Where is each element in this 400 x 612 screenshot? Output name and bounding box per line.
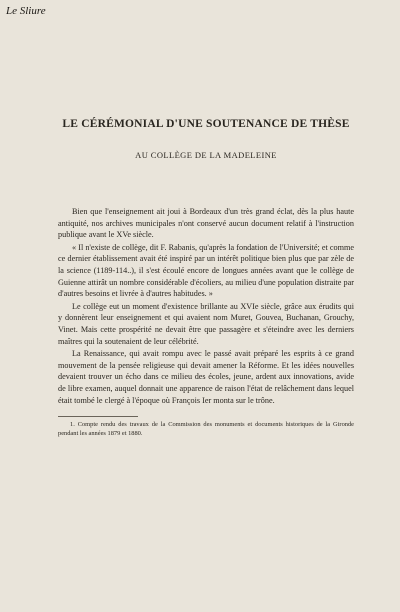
document-body xyxy=(58,206,354,406)
document-page xyxy=(58,100,354,438)
paragraph: « Il n'existe de collège, dit F. Rabanis, qu'après la fondation de l'Université; et comme ce dernier établissement avait été inspiré par un intérêt politique bien plus que par zèle de la science (1189-114..), il s'est écoulé encore de longues années avant que le collège de Guienne attirât un nombre considérable d'écoliers, au milieu d'une population distraite par d'autres besoins et livrée à d'autres habitudes. » xyxy=(58,242,354,299)
page-title: LE CÉRÉMONIAL D'UNE SOUTENANCE DE THÈSE xyxy=(62,118,350,130)
paragraph: La Renaissance, qui avait rompu avec le passé avait préparé les esprits à ce grand mouvement de la pensée religieuse qui devait amener la Réforme. Et les idées nouvelles devaient trouver un écho dans ce milieu des écoles, jeune, ardent aux innovations, avide de libre examen, auquel donnait une apparence de raison l'état de relâchement dans lequel était tombé le clergé à l'époque où François Ier monta sur le trône. xyxy=(58,349,354,405)
corner-mark: Le Sliure xyxy=(6,5,46,17)
footnote: 1. Compte rendu des travaux de la Commission des monuments et documents historiques de la Gironde pendant les années 1879 et 1880. xyxy=(58,421,354,437)
paragraph: Bien que l'enseignement ait joui à Bordeaux d'un très grand éclat, dès la plus haute antiquité, nos archives municipales n'ont conservé aucun document relatif à l'instruction publique avant le XVe siècle. xyxy=(58,207,354,240)
page-subtitle: AU COLLÈGE DE LA MADELEINE xyxy=(135,150,277,160)
footnote-divider xyxy=(58,416,138,417)
paragraph: Le collège eut un moment d'existence brillante au XVIe siècle, grâce aux érudits qui y donnèrent leur enseignement et qui avaient nom Muret, Gouvea, Buchanan, Grouchy, Vinet. Mais cette prospérité ne devait être que passagère et s'éteindre avec les derniers maîtres qui la soutenaient de leur célébrité. xyxy=(58,301,354,346)
